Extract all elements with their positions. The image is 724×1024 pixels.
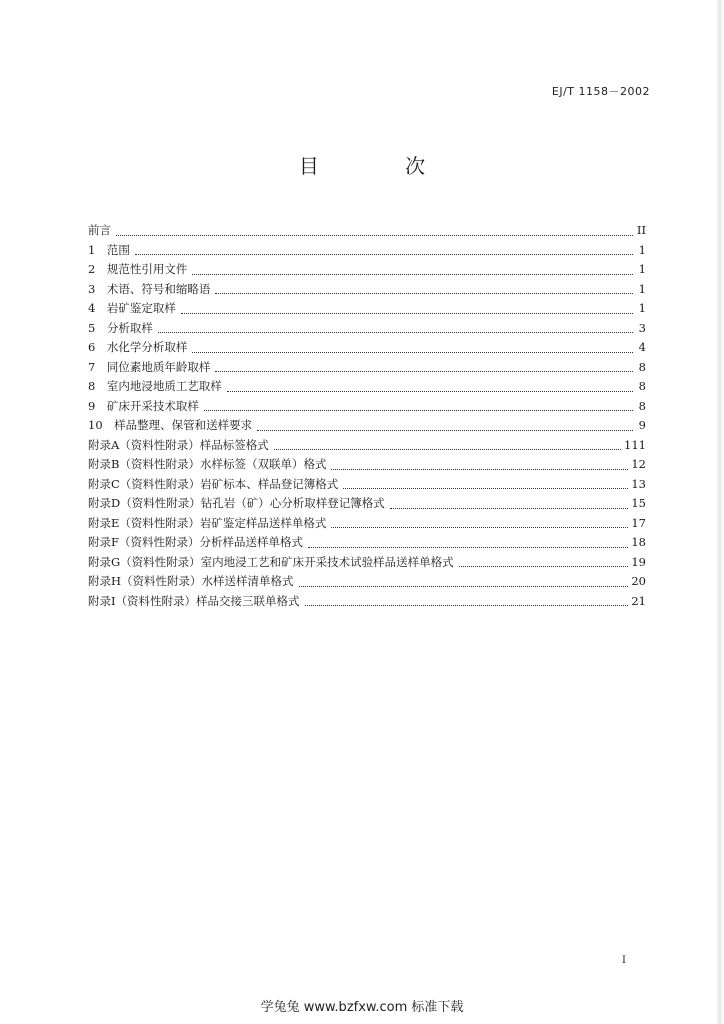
toc-entry-label: 9 矿床开采技术取样 [88,398,199,413]
toc-entry[interactable] [88,338,646,358]
watermark-text: 学兔兔 www.bzfxw.com 标准下载 [260,1000,464,1015]
table-of-contents [88,221,646,611]
toc-leader-dots [308,546,628,548]
toc-entry[interactable] [88,553,646,573]
toc-entry-page: 20 [631,574,646,588]
toc-entry-label: 附录I（资料性附录）样品交接三联单格式 [88,593,300,608]
toc-entry[interactable] [88,436,646,456]
toc-entry-page: II [636,223,646,237]
toc-entry-page: 17 [631,515,646,530]
toc-entry-label: 8 室内地浸地质工艺取样 [88,379,222,393]
toc-entry-label: 前言 [88,223,111,237]
toc-entry[interactable] [88,533,646,553]
toc-entry-page: 3 [638,320,646,335]
toc-entry-label: 5 分析取样 [88,320,153,335]
toc-leader-dots [331,526,628,528]
toc-entry-label: 附录F（资料性附录）分析样品送样单格式 [88,535,303,549]
toc-leader-dots [215,292,633,294]
toc-leader-dots [390,507,629,509]
toc-title: 目 次 [298,154,466,178]
toc-entry-page: 4 [638,340,646,354]
toc-entry[interactable] [88,475,646,495]
toc-leader-dots [215,370,633,372]
toc-leader-dots [192,351,633,353]
toc-entry-page: 21 [631,593,646,608]
toc-leader-dots [299,585,629,587]
toc-leader-dots [331,468,628,470]
toc-leader-dots [135,253,633,255]
toc-entry-page: 1 [638,301,646,315]
toc-leader-dots [257,429,633,431]
toc-leader-dots [305,604,629,606]
toc-entry-page: 8 [638,359,646,374]
toc-leader-dots [192,273,633,275]
toc-entry[interactable] [88,377,646,397]
toc-entry-page: 15 [631,496,646,510]
toc-entry-page: 9 [638,418,646,432]
toc-entry[interactable] [88,221,646,241]
toc-entry-page: 8 [638,379,646,393]
toc-entry[interactable] [88,455,646,475]
toc-entry-page: 1 [638,281,646,296]
toc-entry-page: 1 [638,262,646,276]
toc-entry-label: 3 术语、符号和缩略语 [88,281,211,296]
toc-entry-label: 附录D（资料性附录）钻孔岩（矿）心分析取样登记簿格式 [88,496,385,510]
toc-entry-page: 19 [631,554,646,569]
toc-entry[interactable] [88,572,646,592]
toc-entry-label: 4 岩矿鉴定取样 [88,301,176,315]
toc-entry[interactable] [88,416,646,436]
toc-entry[interactable] [88,397,646,417]
toc-leader-dots [181,312,633,314]
toc-entry-page: 12 [631,457,646,471]
toc-entry-label: 7 同位素地质年龄取样 [88,359,211,374]
toc-entry-label: 2 规范性引用文件 [88,262,188,276]
toc-entry[interactable] [88,260,646,280]
page-number: I [622,955,626,966]
toc-leader-dots [227,390,633,392]
toc-entry[interactable] [88,514,646,534]
toc-entry[interactable] [88,280,646,300]
toc-entry-label: 附录E（资料性附录）岩矿鉴定样品送样单格式 [88,515,327,530]
toc-entry-label: 10 样品整理、保管和送样要求 [88,418,253,432]
toc-entry-label: 附录B（资料性附录）水样标签（双联单）格式 [88,457,327,471]
toc-entry-label: 1 范围 [88,242,130,257]
toc-leader-dots [158,331,633,333]
toc-entry-label: 6 水化学分析取样 [88,340,188,354]
toc-entry[interactable] [88,592,646,612]
toc-leader-dots [116,234,633,236]
toc-entry-page: 13 [631,476,646,491]
toc-leader-dots [204,409,633,411]
toc-entry-label: 附录G（资料性附录）室内地浸工艺和矿床开采技术试验样品送样单格式 [88,554,454,569]
toc-entry[interactable] [88,299,646,319]
toc-entry-page: 1 [638,242,646,257]
toc-leader-dots [274,448,621,450]
toc-entry[interactable] [88,319,646,339]
toc-entry-page: 8 [638,398,646,413]
toc-leader-dots [343,487,628,489]
toc-leader-dots [459,565,629,567]
toc-entry-page: 18 [631,535,646,549]
toc-entry[interactable] [88,358,646,378]
toc-entry[interactable] [88,494,646,514]
document-code: EJ/T 1158－2002 [551,85,650,98]
toc-entry[interactable] [88,241,646,261]
toc-entry-label: 附录H（资料性附录）水样送样清单格式 [88,574,294,588]
toc-entry-page: 111 [624,437,646,452]
toc-entry-label: 附录A（资料性附录）样品标签格式 [88,437,269,452]
toc-entry-label: 附录C（资料性附录）岩矿标本、样品登记簿格式 [88,476,339,491]
